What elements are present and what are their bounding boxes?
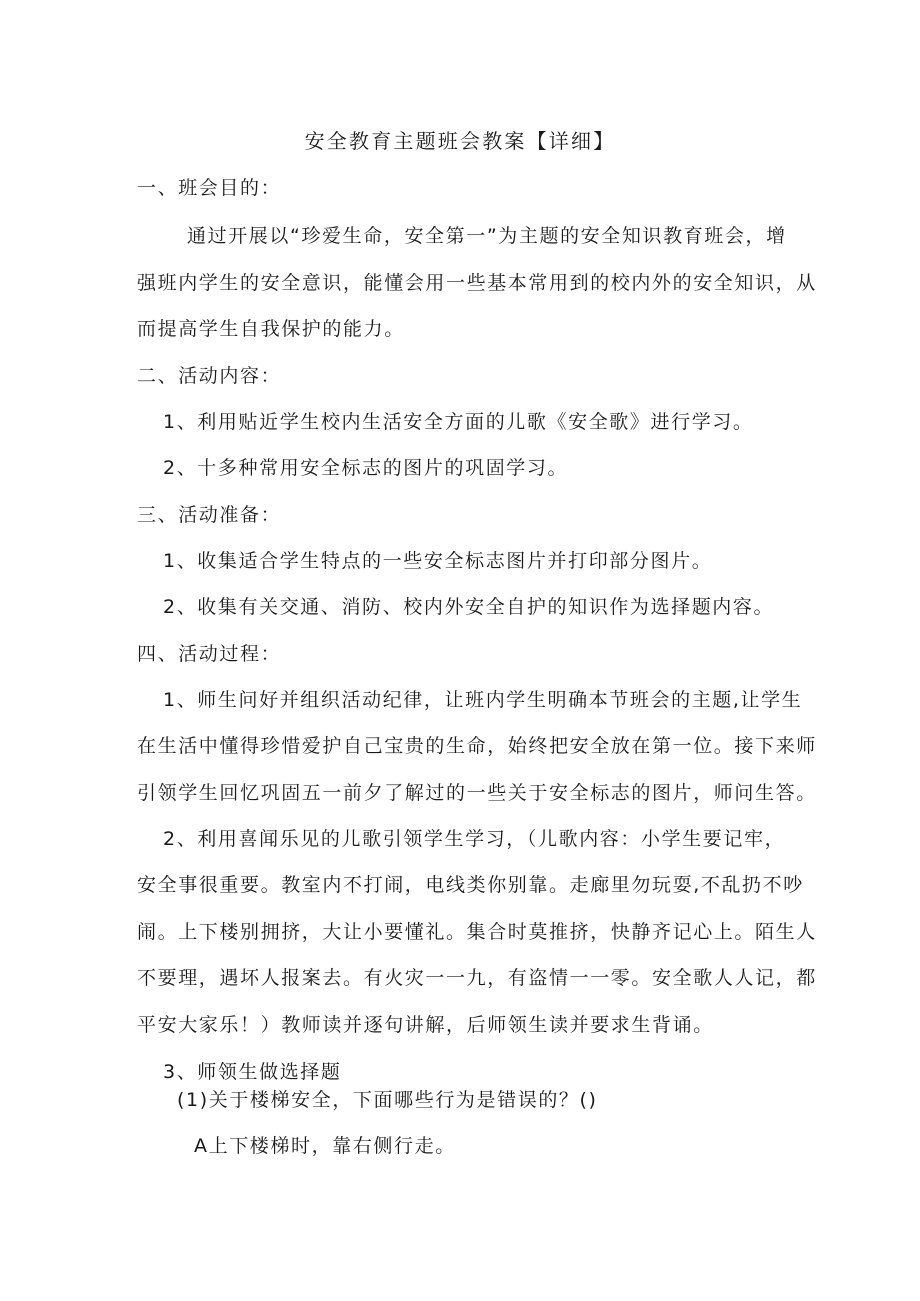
process-step2-line: 闹。上下楼别拥挤，大让小要懂礼。集合时莫推挤，快静齐记心上。陌生人: [137, 921, 817, 943]
purpose-paragraph-line: 而提高学生自我保护的能力。: [137, 318, 405, 340]
preparation-item: 2、收集有关交通、消防、校内外安全自护的知识作为选择题内容。: [163, 596, 775, 618]
content-item: 2、十多种常用安全标志的图片的巩固学习。: [163, 457, 569, 479]
process-step1-line: 1、师生问好并组织活动纪律，让班内学生明确本节班会的主题,让学生: [163, 689, 803, 711]
content-item: 1、利用贴近学生校内生活安全方面的儿歌《安全歌》进行学习。: [163, 411, 754, 433]
process-step1-line: 引领学生回忆巩固五一前夕了解过的一些关于安全标志的图片，师问生答。: [137, 782, 817, 804]
purpose-paragraph-line: 通过开展以“珍爱生命，安全第一”为主题的安全知识教育班会，增: [187, 225, 787, 247]
process-step2-line: 平安大家乐！）教师读并逐句讲解，后师领生读并要求生背诵。: [137, 1014, 714, 1036]
process-step2-line: 2、利用喜闻乐见的儿歌引领学生学习，（儿歌内容：小学生要记牢，: [163, 828, 786, 850]
question-1-option-a: A上下楼梯时，靠右侧行走。: [194, 1135, 456, 1157]
preparation-item: 1、收集适合学生特点的一些安全标志图片并打印部分图片。: [163, 550, 713, 572]
process-step1-line: 在生活中懂得珍惜爱护自己宝贵的生命，始终把安全放在第一位。接下来师: [137, 735, 817, 757]
process-step2-line: 安全事很重要。教室内不打闹，电线类你别靠。走廊里勿玩耍,不乱扔不吵: [137, 874, 804, 896]
section-heading-content: 二、活动内容：: [137, 365, 282, 387]
process-step2-line: 不要理，遇坏人报案去。有火灾一一九，有盗情一一零。安全歌人人记，都: [137, 967, 817, 989]
purpose-paragraph-line: 强班内学生的安全意识，能懂会用一些基本常用到的校内外的安全知识，从: [137, 272, 817, 294]
section-heading-process: 四、活动过程：: [137, 643, 282, 665]
document-title: 安全教育主题班会教案【详细】: [304, 129, 616, 153]
question-1: (1)关于楼梯安全，下面哪些行为是错误的？(): [177, 1089, 598, 1111]
process-step3: 3、师领生做选择题: [163, 1061, 342, 1083]
section-heading-preparation: 三、活动准备：: [137, 504, 282, 526]
section-heading-purpose: 一、班会目的：: [137, 177, 282, 199]
